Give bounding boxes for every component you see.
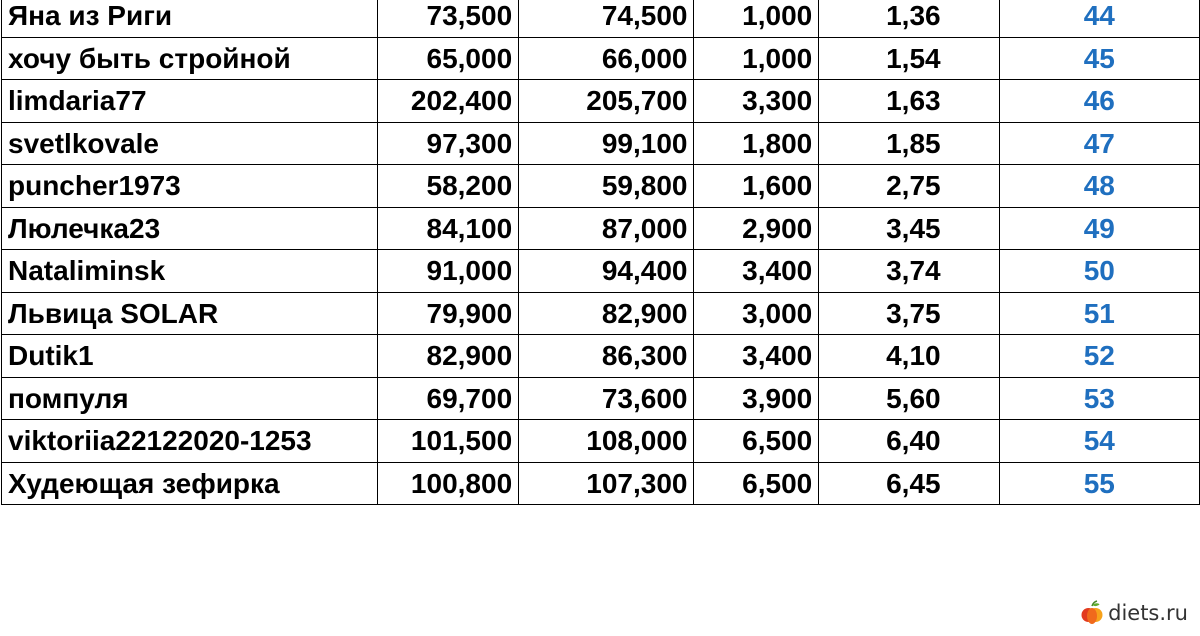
cell-name: puncher1973: [2, 165, 378, 208]
cell-current-weight: 94,400: [519, 250, 694, 293]
cell-percent: 2,75: [819, 165, 999, 208]
cell-current-weight: 82,900: [519, 292, 694, 335]
cell-start-weight: 100,800: [377, 462, 519, 505]
cell-name: Львица SOLAR: [2, 292, 378, 335]
table-row: [2, 335, 1200, 378]
cell-percent: 1,63: [819, 80, 999, 123]
cell-rank: 53: [999, 377, 1199, 420]
cell-start-weight: 82,900: [377, 335, 519, 378]
cell-rank: 52: [999, 335, 1199, 378]
cell-name: Dutik1: [2, 335, 378, 378]
cell-percent: 4,10: [819, 335, 999, 378]
cell-start-weight: 58,200: [377, 165, 519, 208]
cell-current-weight: 66,000: [519, 37, 694, 80]
cell-difference: 1,800: [694, 122, 819, 165]
cell-rank: 50: [999, 250, 1199, 293]
cell-name: svetlkovale: [2, 122, 378, 165]
cell-rank: 51: [999, 292, 1199, 335]
cell-start-weight: 79,900: [377, 292, 519, 335]
cell-difference: 1,000: [694, 37, 819, 80]
cell-rank: 55: [999, 462, 1199, 505]
cell-rank: 49: [999, 207, 1199, 250]
table-row: [2, 377, 1200, 420]
cell-difference: 3,300: [694, 80, 819, 123]
cell-start-weight: 65,000: [377, 37, 519, 80]
cell-difference: 3,900: [694, 377, 819, 420]
cell-current-weight: 74,500: [519, 0, 694, 37]
cell-rank: 47: [999, 122, 1199, 165]
cell-current-weight: 86,300: [519, 335, 694, 378]
cell-rank: 44: [999, 0, 1199, 37]
cell-difference: 1,000: [694, 0, 819, 37]
cell-current-weight: 87,000: [519, 207, 694, 250]
cell-name: limdaria77: [2, 80, 378, 123]
cell-start-weight: 91,000: [377, 250, 519, 293]
cell-difference: 3,400: [694, 250, 819, 293]
cell-difference: 6,500: [694, 462, 819, 505]
cell-difference: 3,000: [694, 292, 819, 335]
cell-start-weight: 101,500: [377, 420, 519, 463]
table-row: [2, 207, 1200, 250]
cell-percent: 3,74: [819, 250, 999, 293]
table-row: [2, 250, 1200, 293]
cell-difference: 3,400: [694, 335, 819, 378]
cell-percent: 1,36: [819, 0, 999, 37]
cell-percent: 3,45: [819, 207, 999, 250]
cell-name: viktoriia22122020-1253: [2, 420, 378, 463]
cell-percent: 5,60: [819, 377, 999, 420]
table-row: [2, 37, 1200, 80]
table-row: [2, 420, 1200, 463]
table-row: [2, 122, 1200, 165]
cell-percent: 1,54: [819, 37, 999, 80]
cell-rank: 45: [999, 37, 1199, 80]
cell-name: Nataliminsk: [2, 250, 378, 293]
watermark: [1080, 600, 1188, 626]
cell-current-weight: 107,300: [519, 462, 694, 505]
table-row: [2, 462, 1200, 505]
cell-percent: 1,85: [819, 122, 999, 165]
table-row: [2, 80, 1200, 123]
cell-name: Яна из Риги: [2, 0, 378, 37]
watermark-text: diets.ru: [1108, 601, 1188, 625]
cell-percent: 6,45: [819, 462, 999, 505]
cell-rank: 54: [999, 420, 1199, 463]
cell-current-weight: 99,100: [519, 122, 694, 165]
cell-rank: 48: [999, 165, 1199, 208]
table-row: [2, 292, 1200, 335]
cell-start-weight: 69,700: [377, 377, 519, 420]
cell-name: хочу быть стройной: [2, 37, 378, 80]
cell-difference: 1,600: [694, 165, 819, 208]
table-row: [2, 0, 1200, 37]
cell-current-weight: 108,000: [519, 420, 694, 463]
cell-difference: 2,900: [694, 207, 819, 250]
cell-percent: 6,40: [819, 420, 999, 463]
cell-rank: 46: [999, 80, 1199, 123]
weight-table: [1, 0, 1200, 505]
cell-percent: 3,75: [819, 292, 999, 335]
cell-current-weight: 205,700: [519, 80, 694, 123]
cell-start-weight: 97,300: [377, 122, 519, 165]
cell-current-weight: 73,600: [519, 377, 694, 420]
apple-logo-icon: [1080, 600, 1104, 626]
cell-start-weight: 84,100: [377, 207, 519, 250]
table-row: [2, 165, 1200, 208]
cell-start-weight: 202,400: [377, 80, 519, 123]
cell-name: Люлечка23: [2, 207, 378, 250]
cell-name: Худеющая зефирка: [2, 462, 378, 505]
cell-start-weight: 73,500: [377, 0, 519, 37]
weight-table-body: [2, 0, 1200, 505]
cell-difference: 6,500: [694, 420, 819, 463]
cell-current-weight: 59,800: [519, 165, 694, 208]
cell-name: помпуля: [2, 377, 378, 420]
